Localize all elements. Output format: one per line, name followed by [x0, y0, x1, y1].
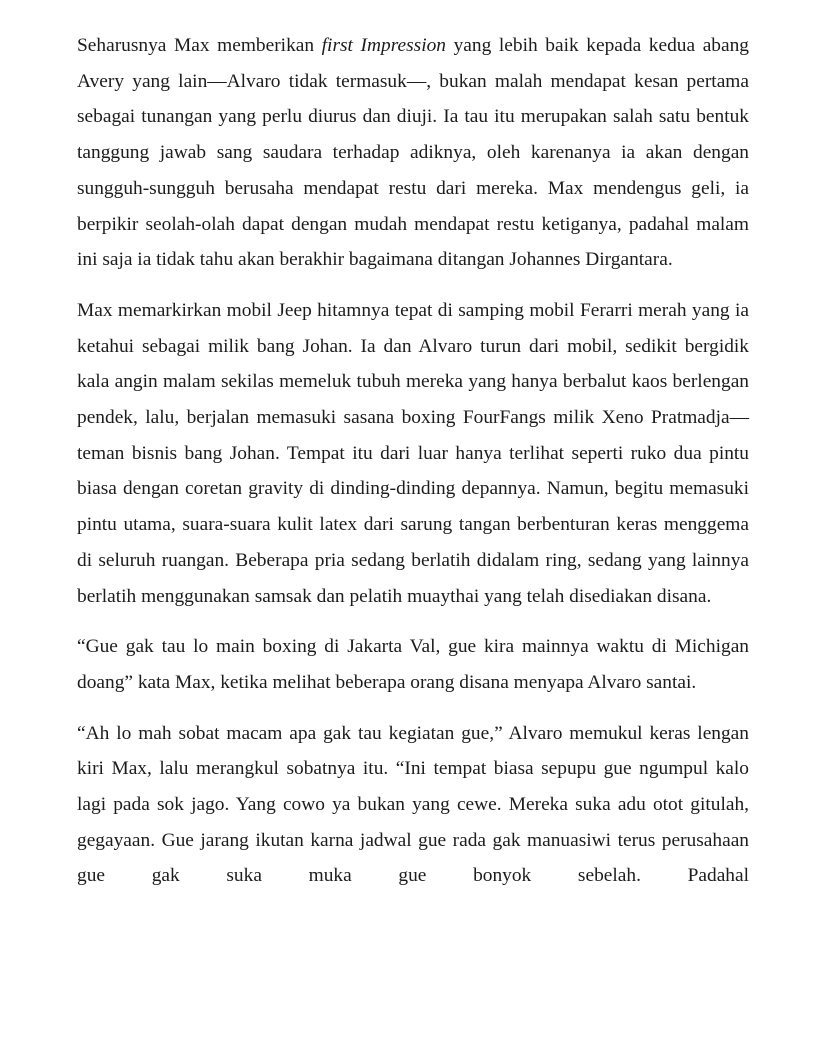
paragraph-1-italic-phrase: first Impression	[321, 35, 446, 56]
paragraph-3: “Gue gak tau lo main boxing di Jakarta Val, gue kira mainnya waktu di Michigan doang” kata Max, ketika melihat beberapa orang disana menyapa Alvaro santai.	[77, 636, 749, 693]
paragraph-1	[77, 28, 749, 278]
document-page	[77, 28, 749, 909]
paragraph-1-rest: yang lebih baik kepada kedua abang Avery yang lain—Alvaro tidak termasuk—, bukan malah mendapat kesan pertama sebagai tunangan yang perlu diurus dan diuji. Ia tau itu merupakan salah satu bentuk tanggung jawab sang saudara terhadap adiknya, oleh karenanya ia akan dengan sungguh-sungguh berusaha mendapat restu dari mereka. Max mendengus geli, ia berpikir seolah-olah dapat dengan mudah mendapat restu ketiganya, padahal malam ini saja ia tidak tahu akan berakhir bagaimana ditangan Johannes Dirgantara.	[77, 35, 749, 271]
paragraph-1-start: Seharusnya Max memberikan	[77, 35, 322, 56]
paragraph-2: Max memarkirkan mobil Jeep hitamnya tepat di samping mobil Ferarri merah yang ia ketahui sebagai milik bang Johan. Ia dan Alvaro turun dari mobil, sedikit bergidik kala angin malam sekilas memeluk tubuh mereka yang hanya berbalut kaos berlengan pendek, lalu, berjalan memasuki sasana boxing FourFangs milik Xeno Pratmadja—teman bisnis bang Johan. Tempat itu dari luar hanya terlihat seperti ruko dua pintu biasa dengan coretan gravity di dinding-dinding depannya. Namun, begitu memasuki pintu utama, suara-suara kulit latex dari sarung tangan berbenturan keras menggema di seluruh ruangan. Beberapa pria sedang berlatih didalam ring, sedang yang lainnya berlatih menggunakan samsak dan pelatih muaythai yang telah disediakan disana.	[77, 299, 749, 607]
paragraph-4: “Ah lo mah sobat macam apa gak tau kegiatan gue,” Alvaro memukul keras lengan kiri Max, lalu merangkul sobatnya itu. “Ini tempat biasa sepupu gue ngumpul kalo lagi pada sok jago. Yang cowo ya bukan yang cewe. Mereka suka adu otot gitulah, gegayaan. Gue jarang ikutan karna jadwal gue rada gak manuasiwi terus perusahaan gue gak suka muka gue bonyok sebelah. Padahal	[77, 722, 749, 887]
